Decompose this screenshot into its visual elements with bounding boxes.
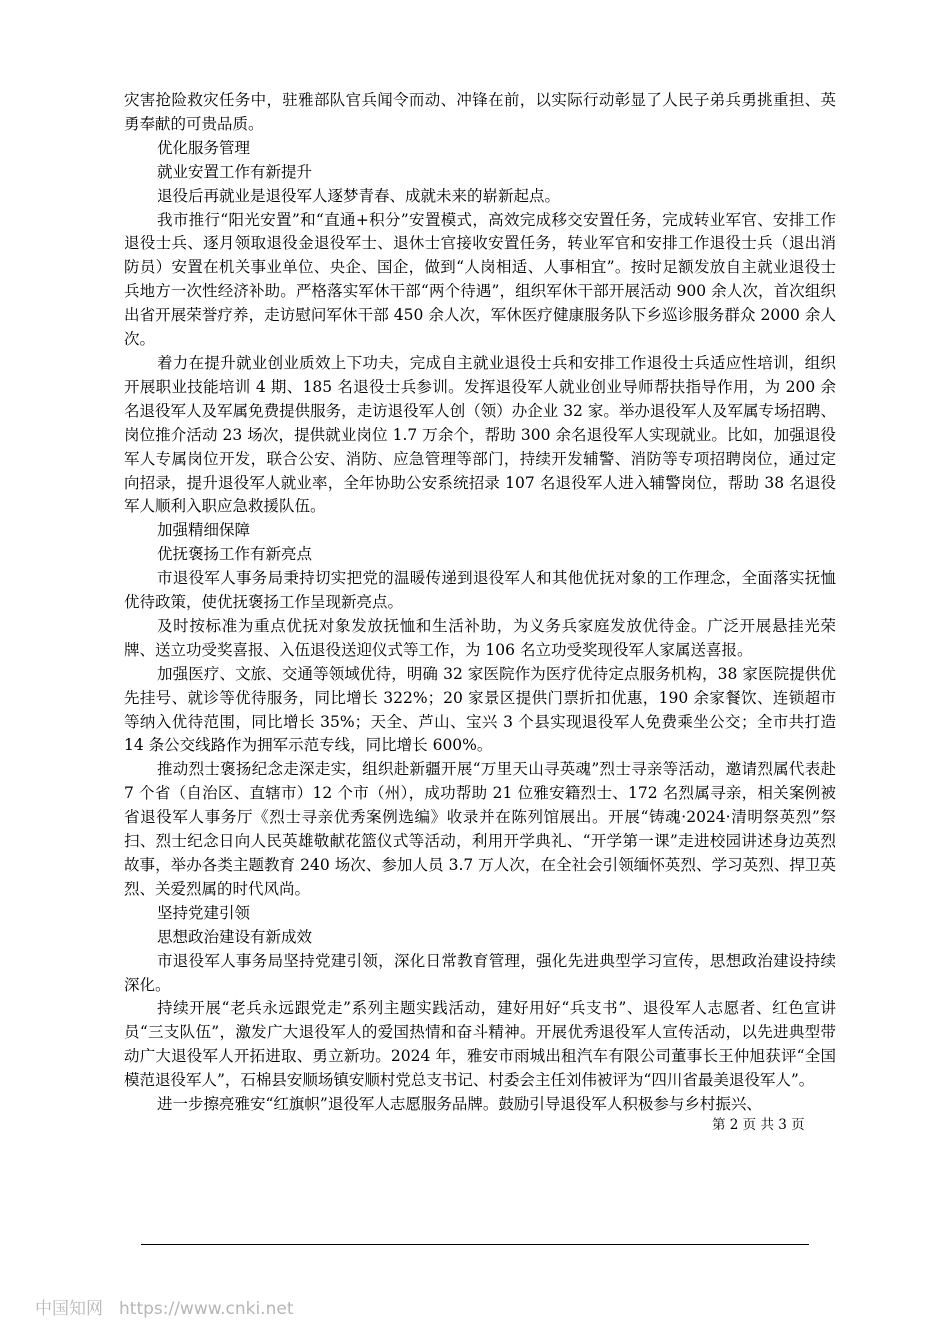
paragraph: 市退役军人事务局秉持切实把党的温暖传递到退役军人和其他优抚对象的工作理念，全面落实抚恤优待政策，使优抚褒扬工作呈现新亮点。 <box>124 569 836 612</box>
subsection-heading: 就业安置工作有新提升 <box>157 162 313 181</box>
paragraph: 着力在提升就业创业质效上下功夫，完成自主就业退役士兵和安排工作退役士兵适应性培训，组织开展职业技能培训 4 期、185 名退役士兵参训。发挥退役军人就业创业导师帮扶指导作用，为 200 余名退役军人及军属免费提供服务，走访退役军人创（领）办企业 32 家。举办退役军人及军属专场招聘、岗位推介活动 23 场次，提供就业岗位 1.7 万余个，帮助 300 余名退役军人实现就业。比如，加强退役军人专属岗位开发，联合公安、消防、应急管理等部门，持续开发辅警、消防等专项招聘岗位，通过定向招录，提升退役军人就业率，全年协助公安系统招录 107 名退役军人进入辅警岗位，帮助 38 名退役军人顺利入职应急救援队伍。 <box>124 353 836 516</box>
section-heading: 优化服务管理 <box>157 138 251 157</box>
paragraph: 推动烈士褒扬纪念走深走实，组织赴新疆开展“万里天山寻英魂”烈士寻亲等活动，邀请烈属代表赴 7 个省（自治区、直辖市）12 个市（州），成功帮助 21 位雅安籍烈士、172 名烈属寻亲，相关案例被省退役军人事务厅《烈士寻亲优秀案例选编》收录并在陈列馆展出。开展“铸魂·2024·清明祭英烈”祭扫、烈士纪念日向人民英雄敬献花篮仪式等活动，利用开学典礼、“开学第一课”走进校园讲述身边英烈故事，举办各类主题教育 240 场次、参加人员 3.7 万人次，在全社会引领缅怀英烈、学习英烈、捍卫英烈、关爱烈属的时代风尚。 <box>124 760 836 898</box>
paragraph: 我市推行“阳光安置”和“直通+积分”安置模式，高效完成移交安置任务，完成转业军官、安排工作退役士兵、逐月领取退役金退役军士、退休士官接收安置任务，转业军官和安排工作退役士兵（退出消防员）安置在机关事业单位、央企、国企，做到“人岗相适、人事相宜”。按时足额发放自主就业退役士兵地方一次性经济补助。严格落实军休干部“两个待遇”，组织军休干部开展活动 900 余人次，首次组织出省开展荣誉疗养，走访慰问军休干部 450 余人次，军休医疗健康服务队下乡巡诊服务群众 2000 余人次。 <box>124 210 836 349</box>
page-number: 第 2 页 共 3 页 <box>712 1117 805 1133</box>
subsection-heading: 思想政治建设有新成效 <box>157 927 313 946</box>
paragraph-continuation: 灾害抢险救灾任务中，驻雅部队官兵闻令而动、冲锋在前，以实际行动彰显了人民子弟兵勇挑重担、英勇奉献的可贵品质。 <box>124 91 836 133</box>
watermark <box>35 1294 293 1319</box>
footer-divider <box>141 1244 809 1245</box>
section-heading: 加强精细保障 <box>157 521 251 540</box>
paragraph: 进一步擦亮雅安“红旗帜”退役军人志愿服务品牌。鼓励引导退役军人积极参与乡村振兴、 <box>157 1095 762 1114</box>
paragraph: 退役后再就业是退役军人逐梦青春、成就未来的崭新起点。 <box>157 186 561 205</box>
paragraph: 及时按标准为重点优抚对象发放抚恤和生活补助，为义务兵家庭发放优待金。广泛开展悬挂光荣牌、送立功受奖喜报、入伍退役送迎仪式等工作，为 106 名立功受奖现役军人家属送喜报。 <box>124 616 836 659</box>
section-heading: 坚持党建引领 <box>157 903 251 922</box>
watermark-url: https://www.cnki.net <box>119 1299 294 1319</box>
paragraph: 加强医疗、文旅、交通等领域优待，明确 32 家医院作为医疗优待定点服务机构，38 家医院提供优先挂号、就诊等优待服务，同比增长 322%；20 家景区提供门票折扣优惠，190 余家餐饮、连锁超市等纳入优待范围，同比增长 35%；天全、芦山、宝兴 3 个县实现退役军人免费乘坐公交；全市共打造 14 条公交线路作为拥军示范专线，同比增长 600%。 <box>124 664 836 755</box>
document-body <box>124 89 836 1117</box>
paragraph: 市退役军人事务局坚持党建引领，深化日常教育管理，强化先进典型学习宣传，思想政治建设持续深化。 <box>124 951 836 994</box>
watermark-brand: 中国知网 <box>35 1299 103 1319</box>
subsection-heading: 优抚褒扬工作有新亮点 <box>157 545 313 564</box>
paragraph: 持续开展“老兵永远跟党走”系列主题实践活动，建好用好“兵支书”、退役军人志愿者、红色宣讲员“三支队伍”，激发广大退役军人的爱国热情和奋斗精神。开展优秀退役军人宣传活动，以先进典型带动广大退役军人开拓进取、勇立新功。2024 年，雅安市雨城出租汽车有限公司董事长王仲旭获评“全国模范退役军人”，石棉县安顺场镇安顺村党总支书记、村委会主任刘伟被评为“四川省最美退役军人”。 <box>124 999 836 1090</box>
